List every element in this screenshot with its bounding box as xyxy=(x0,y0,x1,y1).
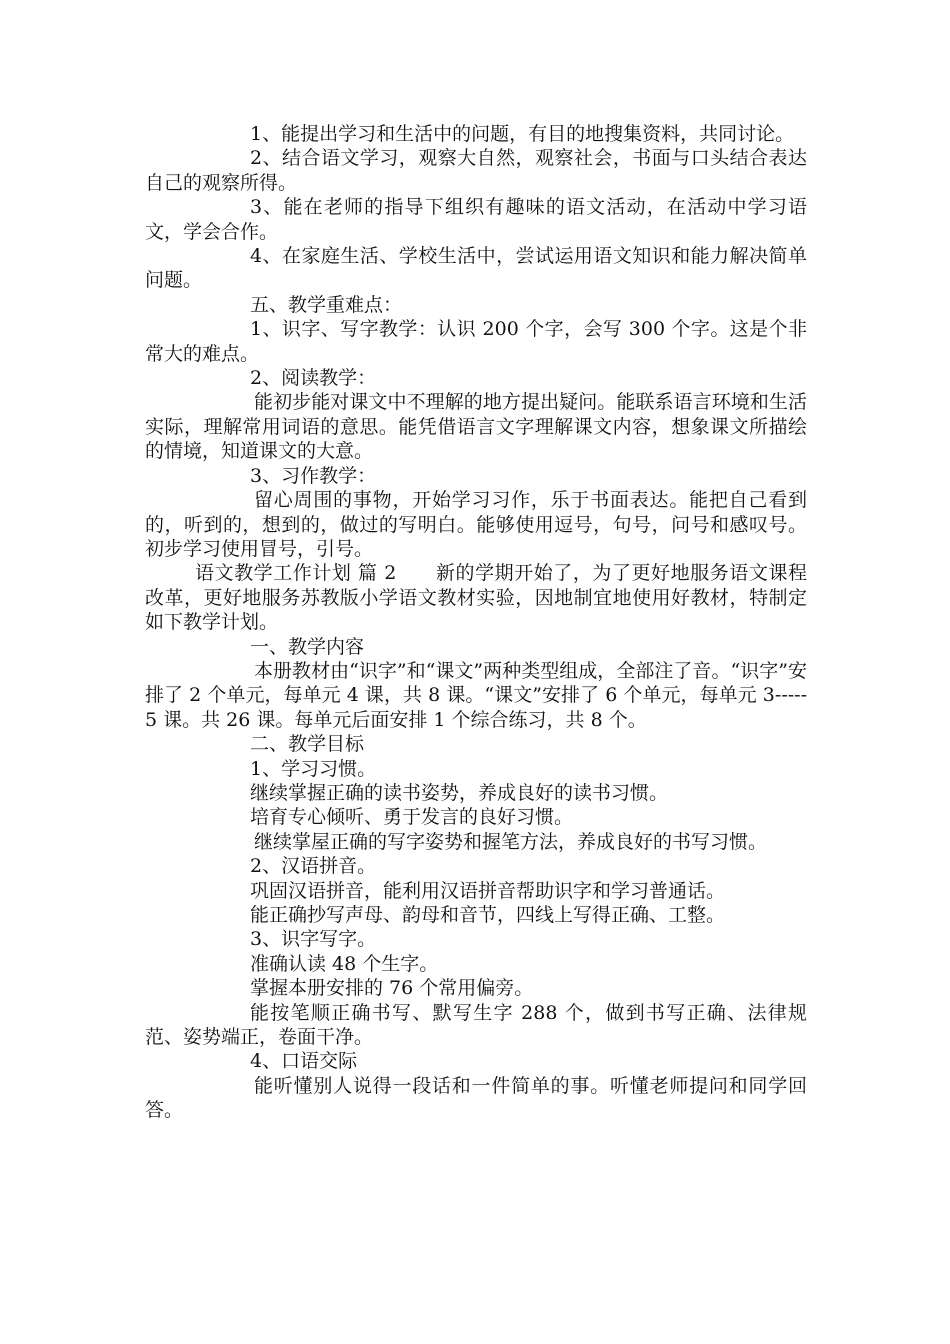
paragraph-10: 留心周围的事物，开始学习习作，乐于书面表达。能把自己看到的，听到的，想到的，做过的写明白。能够使用逗号，句号，问号和感叹号。初步学习使用冒号，引号。 xyxy=(145,489,807,560)
paragraph-24: 掌握本册安排的 76 个常用偏旁。 xyxy=(250,977,534,1000)
paragraph-15: 1、学习习惯。 xyxy=(250,757,377,780)
paragraph-4: 4、在家庭生活、学校生活中，尝试运用语文知识和能力解决简单问题。 xyxy=(145,245,807,292)
paragraph-1: 1、能提出学习和生活中的问题，有目的地搜集资料，共同讨论。 xyxy=(250,123,795,145)
paragraph-14: 二、教学目标 xyxy=(250,733,365,756)
paragraph-25: 能按笔顺正确书写、默写生字 288 个，做到书写正确、法律规范、姿势端正，卷面干净。 xyxy=(145,1001,807,1049)
paragraph-11: 语文教学工作计划 篇 2 新的学期开始了，为了更好地服务语文课程改革，更好地服务苏教版小学语文教材实验，因地制宜地使用好教材，特制定如下教学计划。 xyxy=(145,562,807,634)
paragraph-13: 本册教材由“识字”和“课文”两种类型组成，全部注了音。“识字”安排了 2 个单元，每单元 4 课，共 8 课。“课文”安排了 6 个单元，每单元 3-----5 课。共 26 课。每单元后面安排 1 个综合练习，共 8 个。 xyxy=(145,659,807,731)
paragraph-26: 4、口语交际 xyxy=(250,1050,358,1073)
paragraph-9: 3、习作教学： xyxy=(250,464,377,487)
paragraph-19: 2、汉语拼音。 xyxy=(250,855,377,878)
paragraph-17: 培育专心倾听、勇于发言的良好习惯。 xyxy=(250,806,574,829)
paragraph-12: 一、教学内容 xyxy=(250,635,365,658)
document-page xyxy=(145,122,807,1123)
paragraph-23: 准确认读 48 个生字。 xyxy=(250,952,439,975)
paragraph-6: 1、识字、写字教学：认识 200 个字，会写 300 个字。这是个非常大的难点。 xyxy=(145,318,807,365)
paragraph-16: 继续掌握正确的读书姿势，养成良好的读书习惯。 xyxy=(250,781,669,804)
paragraph-18: 继续掌屋正确的写字姿势和握笔方法，养成良好的书写习惯。 xyxy=(254,830,768,853)
paragraph-7: 2、阅读教学： xyxy=(250,367,377,390)
paragraph-27: 能听懂别人说得一段话和一件简单的事。听懂老师提问和同学回答。 xyxy=(145,1074,807,1122)
paragraph-8: 能初步能对课文中不理解的地方提出疑问。能联系语言环境和生活实际，理解常用词语的意思。能凭借语言文字理解课文内容，想象课文所描绘的情境，知道课文的大意。 xyxy=(145,391,807,463)
paragraph-2: 2、结合语文学习，观察大自然，观察社会，书面与口头结合表达自己的观察所得。 xyxy=(145,147,807,194)
paragraph-22: 3、识字写字。 xyxy=(250,928,377,951)
paragraph-20: 巩固汉语拼音，能利用汉语拼音帮助识字和学习普通话。 xyxy=(250,879,726,902)
paragraph-3: 3、能在老师的指导下组织有趣味的语文活动，在活动中学习语文，学会合作。 xyxy=(145,196,807,243)
paragraph-21: 能正确抄写声母、韵母和音节，四线上写得正确、工整。 xyxy=(250,904,726,926)
paragraph-5: 五、教学重难点： xyxy=(250,293,403,316)
